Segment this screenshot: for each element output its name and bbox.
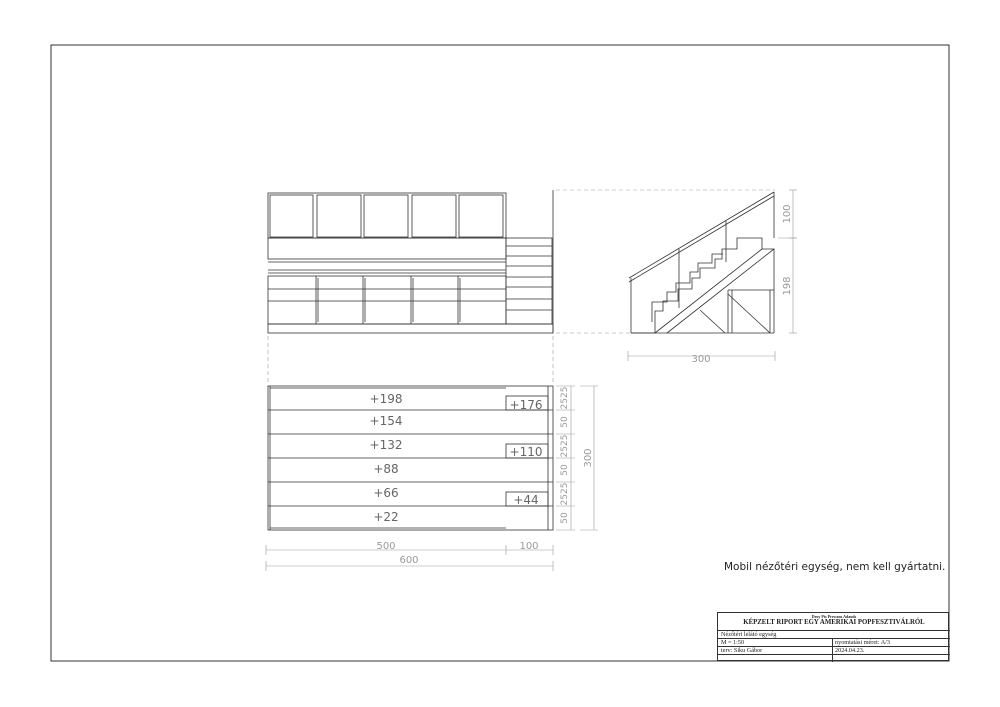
title-block-project: KÉPZELT RIPORT EGY AMERIKAI POPFESZTIVÁLRÓL xyxy=(743,619,925,626)
drawing-note: Mobil nézőtéri egység, nem kell gyártatni. xyxy=(724,561,946,573)
level-row-2: +154 xyxy=(369,414,403,428)
level-step-1: +176 xyxy=(509,398,543,412)
dim-railing-height: 100 xyxy=(782,204,793,224)
title-block-scale: M = 1:50 xyxy=(721,639,745,646)
dim-plan-depth: 300 xyxy=(583,448,594,468)
plan-side-dim-labels xyxy=(560,387,570,524)
title-block-designer: terv: Siku Gábor xyxy=(721,647,763,654)
side-elevation xyxy=(629,192,774,333)
dim-side-2: 50 xyxy=(560,416,570,428)
level-row-3: +132 xyxy=(369,438,403,452)
dim-stand-height: 198 xyxy=(782,276,793,296)
step-levels xyxy=(510,398,543,507)
dim-width-stair: 100 xyxy=(519,541,539,552)
dim-side-1: 2525 xyxy=(560,386,570,410)
title-block-divider-4 xyxy=(718,654,950,655)
side-dimensions xyxy=(628,190,797,361)
level-row-5: +66 xyxy=(373,486,399,500)
dim-side-5: 2525 xyxy=(560,482,570,506)
level-row-1: +198 xyxy=(369,392,403,406)
title-block-print-size: nyomtatási méret: A/3 xyxy=(835,639,890,646)
level-step-3: +44 xyxy=(513,493,539,507)
level-row-6: +22 xyxy=(373,510,399,524)
dim-width-total: 600 xyxy=(399,555,419,566)
title-block-column-divider xyxy=(832,638,833,662)
dim-side-3: 2525 xyxy=(560,434,570,458)
title-block-authors: Droy Pts Prewans Adauds xyxy=(811,614,857,619)
dim-side-6: 50 xyxy=(560,512,570,524)
front-elevation xyxy=(268,190,553,333)
dim-side-depth: 300 xyxy=(691,354,711,365)
title-block-drawing: Nézőtéri lelátó egység xyxy=(721,631,777,638)
dim-side-4: 50 xyxy=(560,464,570,476)
level-row-4: +88 xyxy=(373,462,399,476)
level-step-2: +110 xyxy=(509,445,543,459)
title-block-divider-2 xyxy=(718,638,950,639)
title-block xyxy=(717,612,949,661)
title-block-date: 2024.04.23. xyxy=(835,647,865,654)
dim-width-main: 500 xyxy=(376,541,396,552)
